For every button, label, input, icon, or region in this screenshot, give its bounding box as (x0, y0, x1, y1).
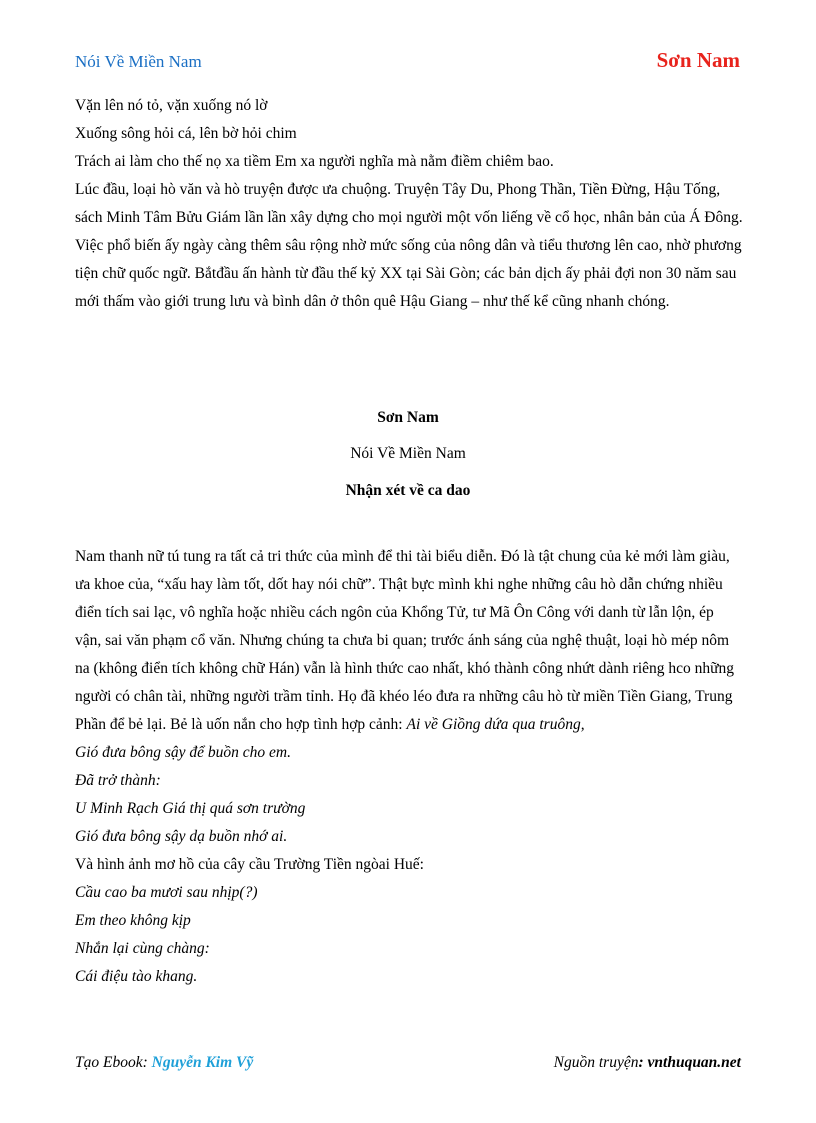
footer-source-credit (554, 1054, 741, 1072)
section-2 (75, 543, 743, 991)
verse-line: Vặn lên nó tỏ, vặn xuống nó lờ (75, 97, 268, 114)
verse-line: Gió đưa bông sậy để buồn cho em. (75, 744, 291, 761)
body-paragraph: Lúc đầu, loại hò văn và hò truyện được ưa chuộng. Truyện Tây Du, Phong Thần, Tiền Đừng, Hậu Tống, sách Minh Tâm Bửu Giám lần lần xây dựng cho mọi người một vốn liếng về cổ học, nhân bản của Á Đông. Việc phổ biến ấy ngày càng thêm sâu rộng nhờ mức sống của nông dân và tiểu thương lên cao, nhờ phương tiện chữ quốc ngữ. Bắtđầu ấn hành từ đầu thế kỷ XX tại Sài Gòn; các bản dịch ấy phải đợi non 30 năm sau mới thấm vào giới trung lưu và bình dân ở thôn quê Hậu Giang – như thế kể cũng nhanh chóng. (75, 181, 743, 310)
verse-line: Em theo không kịp (75, 912, 191, 929)
footer-creator-name: Nguyễn Kim Vỹ (151, 1054, 254, 1071)
chapter-title: Nhận xét về ca dao (345, 482, 471, 499)
footer-separator: : (142, 1054, 152, 1071)
paragraph-text: Nam thanh nữ tú tung ra tất cả tri thức của mình để thi tài biểu diễn. Đó là tật chung của kẻ mới làm giàu, ưa khoe của, “xấu hay làm tốt, dốt hay nói chữ”. Thật bực mình khi nghe những câu hò dẫn chứng nhiều điển tích sai lạc, vô nghĩa hoặc nhiều cách ngôn của Khổng Tử, tư Mã Ôn Công với danh từ lẫn lộn, ép vận, sai văn phạm cổ văn. Nhưng chúng ta chưa bi quan; trước ánh sáng của nghệ thuật, loại hò mép nôm na (không điển tích không chữ Hán) vẫn là hình thức cao nhất, khó thành công nhứt dành riêng hco những người có chân tài, những người trầm tỉnh. Họ đã khéo léo đưa ra những câu hò từ miền Tiền Giang, Trung Phần để bẻ lại. Bẻ là uốn nắn cho hợp tình hợp cảnh: (75, 548, 735, 733)
footer-ebook-credit (75, 1054, 253, 1072)
verse-line: U Minh Rạch Giá thị quá sơn trường (75, 800, 306, 817)
footer-label: Nguồn truyện (553, 1054, 639, 1071)
chapter-book-title: Nói Về Miền Nam (350, 445, 466, 462)
chapter-author: Sơn Nam (377, 409, 439, 426)
verse-line: Cái điệu tào khang. (75, 968, 198, 985)
footer-label: Tạo Ebook (75, 1054, 143, 1071)
verse-line: Gió đưa bông sậy dạ buồn nhớ ai. (75, 828, 288, 845)
verse-line: Đã trở thành: (75, 772, 161, 789)
verse-inline: Ai về Giồng dứa qua truông, (406, 716, 585, 733)
body-paragraph (75, 543, 743, 739)
verse-line: Cầu cao ba mươi sau nhịp(?) (75, 884, 258, 901)
running-header-author: Sơn Nam (656, 48, 740, 72)
footer-source-site: vnthuquan.net (647, 1054, 741, 1071)
footer-separator: : (638, 1054, 648, 1071)
verse-line: Xuống sông hỏi cá, lên bờ hỏi chim (75, 125, 297, 142)
running-header-book-title: Nói Về Miền Nam (75, 52, 202, 71)
body-line: Và hình ảnh mơ hồ của cây cầu Trường Tiền ngòai Huế: (75, 856, 424, 873)
verse-line: Nhắn lại cùng chàng: (75, 940, 210, 957)
verse-line: Trách ai làm cho thế nọ xa tiềm Em xa người nghĩa mà nằm điềm chiêm bao. (75, 153, 554, 170)
section-1 (75, 92, 743, 316)
